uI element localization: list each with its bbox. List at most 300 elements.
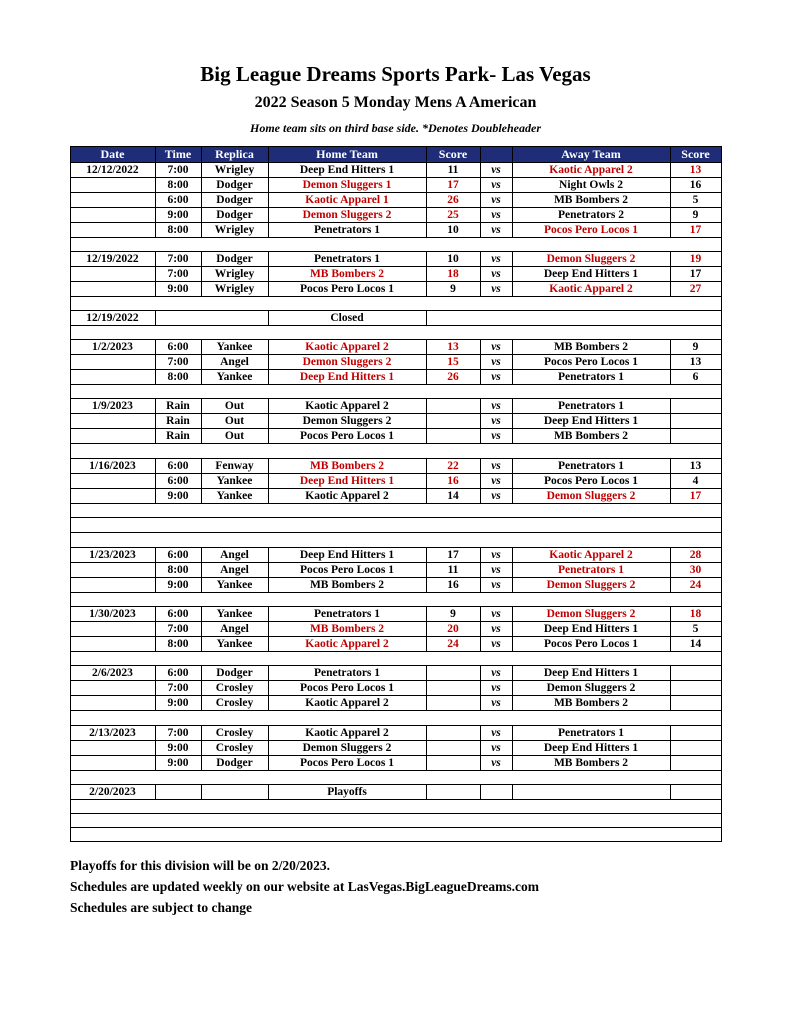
game-row (70, 178, 721, 193)
separator-band (70, 771, 721, 785)
separator-row (70, 828, 721, 842)
game-row (70, 696, 721, 711)
time-cell: 9:00 (155, 578, 201, 593)
date-cell (70, 622, 155, 637)
home-team-cell: Penetrators 1 (268, 607, 426, 622)
separator-band (70, 238, 721, 252)
vs-label: vs (480, 548, 512, 563)
away-score-cell: 5 (670, 193, 721, 208)
date-cell: 1/30/2023 (70, 607, 155, 622)
game-row (70, 681, 721, 696)
game-row (70, 637, 721, 652)
away-score-cell: 6 (670, 370, 721, 385)
game-row (70, 355, 721, 370)
home-team-cell: Deep End Hitters 1 (268, 163, 426, 178)
home-score-cell: 17 (426, 548, 480, 563)
away-team-cell: Demon Sluggers 2 (512, 252, 670, 267)
column-header: Home Team (268, 147, 426, 163)
vs-label: vs (480, 756, 512, 771)
time-cell: 7:00 (155, 163, 201, 178)
vs-label: vs (480, 193, 512, 208)
separator-band (70, 800, 721, 814)
date-cell (70, 208, 155, 223)
vs-label: vs (480, 340, 512, 355)
game-row (70, 163, 721, 178)
away-team-cell: Deep End Hitters 1 (512, 414, 670, 429)
separator-band (70, 652, 721, 666)
home-score-cell: 16 (426, 578, 480, 593)
away-score-cell: 19 (670, 252, 721, 267)
away-score-cell (670, 429, 721, 444)
game-row (70, 340, 721, 355)
home-team-cell: Pocos Pero Locos 1 (268, 282, 426, 297)
time-cell (155, 785, 201, 800)
game-row (70, 726, 721, 741)
away-team-cell: Demon Sluggers 2 (512, 681, 670, 696)
game-row (70, 756, 721, 771)
game-row (70, 252, 721, 267)
home-team-cell: Kaotic Apparel 2 (268, 340, 426, 355)
home-score-cell: 25 (426, 208, 480, 223)
home-team-cell: Deep End Hitters 1 (268, 548, 426, 563)
home-score-cell: 20 (426, 622, 480, 637)
time-cell: 9:00 (155, 489, 201, 504)
away-score-cell: 24 (670, 578, 721, 593)
home-score-cell: 24 (426, 637, 480, 652)
replica-cell: Wrigley (201, 223, 268, 238)
banner-text: 1/16 - All fees are due by the end of the night or games will be recorded as a forfeit (70, 444, 721, 459)
away-team-cell: Kaotic Apparel 2 (512, 163, 670, 178)
replica-cell: Yankee (201, 474, 268, 489)
game-row (70, 489, 721, 504)
away-team-cell: Pocos Pero Locos 1 (512, 355, 670, 370)
date-cell: 2/20/2023 (70, 785, 155, 800)
schedule-header-row (70, 147, 721, 163)
home-team-cell: Pocos Pero Locos 1 (268, 756, 426, 771)
vs-label: vs (480, 414, 512, 429)
time-cell: Rain (155, 414, 201, 429)
game-row (70, 607, 721, 622)
game-row (70, 193, 721, 208)
away-score-cell: 27 (670, 282, 721, 297)
time-cell: 6:00 (155, 666, 201, 681)
vs-label: vs (480, 696, 512, 711)
vs-label: vs (480, 563, 512, 578)
time-cell: 9:00 (155, 741, 201, 756)
away-team-cell: Penetrators 1 (512, 459, 670, 474)
replica-cell: Dodger (201, 178, 268, 193)
replica-cell: Crosley (201, 681, 268, 696)
vs-label: vs (480, 355, 512, 370)
home-team-cell: Kaotic Apparel 2 (268, 489, 426, 504)
home-team-cell: Kaotic Apparel 2 (268, 726, 426, 741)
replica-cell: Angel (201, 355, 268, 370)
away-team-cell: Deep End Hitters 1 (512, 666, 670, 681)
away-score-cell: 17 (670, 489, 721, 504)
home-score-cell (426, 666, 480, 681)
date-cell: 2/13/2023 (70, 726, 155, 741)
vs-label: vs (480, 489, 512, 504)
home-team-cell: Deep End Hitters 1 (268, 474, 426, 489)
game-row (70, 666, 721, 681)
away-team-cell: Penetrators 1 (512, 563, 670, 578)
home-score-cell: 14 (426, 489, 480, 504)
date-cell (70, 193, 155, 208)
vs-label: vs (480, 178, 512, 193)
home-team-cell: Kaotic Apparel 2 (268, 696, 426, 711)
home-team-cell: Penetrators 1 (268, 223, 426, 238)
date-cell: 12/12/2022 (70, 163, 155, 178)
away-score-cell: 13 (670, 355, 721, 370)
vs-cell (480, 785, 512, 800)
away-score-cell: 14 (670, 637, 721, 652)
home-score-cell: 18 (426, 267, 480, 282)
vs-label: vs (480, 163, 512, 178)
home-score-cell (426, 756, 480, 771)
away-score-cell: 4 (670, 474, 721, 489)
date-cell (70, 578, 155, 593)
home-team-cell: MB Bombers 2 (268, 622, 426, 637)
home-team-cell: Kaotic Apparel 1 (268, 193, 426, 208)
replica-cell: Dodger (201, 208, 268, 223)
date-cell (70, 474, 155, 489)
notice-text: 1/23 -Rosters are frozen after tonight, only players with their names on the signed roster are eligible for playoffs. (70, 518, 721, 533)
time-cell: 9:00 (155, 756, 201, 771)
date-cell (70, 696, 155, 711)
replica-cell: Dodger (201, 193, 268, 208)
away-team-cell: Deep End Hitters 1 (512, 622, 670, 637)
away-team-cell: Penetrators 1 (512, 399, 670, 414)
date-cell (70, 429, 155, 444)
date-cell (70, 223, 155, 238)
separator-band (70, 385, 721, 399)
time-cell: 7:00 (155, 355, 201, 370)
date-cell (70, 178, 155, 193)
separator-band (70, 593, 721, 607)
schedule-table-body (70, 163, 721, 842)
away-team-cell: Night Owls 2 (512, 178, 670, 193)
page-subtitle: 2022 Season 5 Monday Mens A American (254, 94, 537, 111)
home-score-cell (426, 429, 480, 444)
vs-label: vs (480, 607, 512, 622)
home-team-cell: MB Bombers 2 (268, 578, 426, 593)
home-score-cell (426, 414, 480, 429)
away-team-cell: Kaotic Apparel 2 (512, 282, 670, 297)
away-team-cell: MB Bombers 2 (512, 429, 670, 444)
vs-label: vs (480, 208, 512, 223)
game-row (70, 622, 721, 637)
replica-cell: Yankee (201, 637, 268, 652)
replica-cell: Fenway (201, 459, 268, 474)
spacer-row (70, 814, 721, 828)
away-team-cell: Penetrators 2 (512, 208, 670, 223)
date-cell (70, 563, 155, 578)
away-team-cell: Pocos Pero Locos 1 (512, 223, 670, 238)
separator-row (70, 238, 721, 252)
replica-cell: Dodger (201, 666, 268, 681)
vs-label: vs (480, 666, 512, 681)
replica-cell: Out (201, 399, 268, 414)
game-row (70, 414, 721, 429)
date-cell (70, 681, 155, 696)
vs-label: vs (480, 459, 512, 474)
away-team-cell: MB Bombers 2 (512, 696, 670, 711)
home-score-cell (426, 741, 480, 756)
separator-band (70, 828, 721, 842)
away-score-cell: 13 (670, 459, 721, 474)
column-header: Away Team (512, 147, 670, 163)
playoffs-label: Playoffs (268, 785, 426, 800)
home-team-cell: Demon Sluggers 1 (268, 178, 426, 193)
time-cell: 8:00 (155, 637, 201, 652)
replica-cell: Dodger (201, 252, 268, 267)
home-team-cell: Penetrators 1 (268, 666, 426, 681)
separator-band (70, 504, 721, 518)
home-score-cell: 10 (426, 223, 480, 238)
banner-row (70, 711, 721, 726)
separator-row (70, 593, 721, 607)
replica-cell: Wrigley (201, 282, 268, 297)
away-score-cell: 16 (670, 178, 721, 193)
page-note: Home team sits on third base side. *Denotes Doubleheader (250, 121, 541, 135)
time-cell: 9:00 (155, 208, 201, 223)
time-cell: 6:00 (155, 474, 201, 489)
home-score-cell: 22 (426, 459, 480, 474)
replica-cell: Crosley (201, 741, 268, 756)
away-score-cell: 28 (670, 548, 721, 563)
time-cell: 7:00 (155, 267, 201, 282)
away-score-cell: 5 (670, 622, 721, 637)
replica-cell: Angel (201, 548, 268, 563)
separator-row (70, 800, 721, 814)
replica-cell: Yankee (201, 340, 268, 355)
home-team-cell: Pocos Pero Locos 1 (268, 429, 426, 444)
separator-row (70, 652, 721, 666)
away-team-cell: Demon Sluggers 2 (512, 607, 670, 622)
replica-cell (201, 785, 268, 800)
date-cell (70, 414, 155, 429)
home-score-cell (426, 785, 480, 800)
replica-cell: Wrigley (201, 163, 268, 178)
spacer-band (70, 814, 721, 828)
home-score-cell (426, 681, 480, 696)
time-cell: 7:00 (155, 726, 201, 741)
vs-label: vs (480, 370, 512, 385)
away-score-cell: 9 (670, 208, 721, 223)
away-team-cell: Pocos Pero Locos 1 (512, 474, 670, 489)
game-row (70, 223, 721, 238)
banner-row (70, 444, 721, 459)
vs-label: vs (480, 282, 512, 297)
home-score-cell: 10 (426, 252, 480, 267)
away-score-cell: 17 (670, 223, 721, 238)
away-team-cell: Deep End Hitters 1 (512, 741, 670, 756)
away-score-cell: 18 (670, 607, 721, 622)
replica-cell: Yankee (201, 489, 268, 504)
replica-cell: Wrigley (201, 267, 268, 282)
game-row (70, 267, 721, 282)
vs-label: vs (480, 267, 512, 282)
replica-cell: Out (201, 414, 268, 429)
away-score-cell: 9 (670, 340, 721, 355)
page-title: Big League Dreams Sports Park- Las Vegas (200, 62, 591, 86)
date-cell: 1/9/2023 (70, 399, 155, 414)
closed-label: Closed (268, 311, 426, 326)
home-score-cell: 26 (426, 193, 480, 208)
separator-row (70, 504, 721, 518)
replica-cell: Out (201, 429, 268, 444)
closed-row (70, 311, 721, 326)
home-score-cell (426, 399, 480, 414)
home-score-cell (426, 726, 480, 741)
time-cell: 7:00 (155, 681, 201, 696)
home-team-cell: Demon Sluggers 2 (268, 414, 426, 429)
date-cell (70, 355, 155, 370)
time-cell: 6:00 (155, 607, 201, 622)
column-header: Score (426, 147, 480, 163)
home-team-cell: Penetrators 1 (268, 252, 426, 267)
vs-label: vs (480, 637, 512, 652)
game-row (70, 578, 721, 593)
replica-cell: Angel (201, 622, 268, 637)
game-row (70, 548, 721, 563)
replica-cell: Dodger (201, 756, 268, 771)
home-team-cell: Kaotic Apparel 2 (268, 399, 426, 414)
game-row (70, 282, 721, 297)
date-cell: 12/19/2022 (70, 311, 155, 326)
replica-cell: Yankee (201, 607, 268, 622)
date-cell (70, 756, 155, 771)
home-score-cell: 26 (426, 370, 480, 385)
date-cell: 1/2/2023 (70, 340, 155, 355)
home-score-cell: 9 (426, 607, 480, 622)
away-score-cell (670, 756, 721, 771)
time-cell: 6:00 (155, 459, 201, 474)
away-score-cell (670, 414, 721, 429)
away-team-cell: Demon Sluggers 2 (512, 578, 670, 593)
time-cell: Rain (155, 399, 201, 414)
game-row (70, 208, 721, 223)
away-score-cell: 13 (670, 163, 721, 178)
vs-label: vs (480, 252, 512, 267)
time-cell: 6:00 (155, 193, 201, 208)
date-cell (70, 489, 155, 504)
away-team-cell: Penetrators 1 (512, 726, 670, 741)
home-team-cell: MB Bombers 2 (268, 267, 426, 282)
date-cell (70, 267, 155, 282)
home-team-cell: Demon Sluggers 2 (268, 208, 426, 223)
footer-line: Playoffs for this division will be on 2/20/2023. (70, 858, 331, 873)
time-cell: 8:00 (155, 178, 201, 193)
away-team-cell: MB Bombers 2 (512, 756, 670, 771)
column-header: Time (155, 147, 201, 163)
home-score-cell: 11 (426, 163, 480, 178)
footer-line: Schedules are subject to change (70, 900, 252, 915)
game-row (70, 474, 721, 489)
closed-band (155, 311, 268, 326)
game-row (70, 399, 721, 414)
column-header: Date (70, 147, 155, 163)
time-cell: 8:00 (155, 563, 201, 578)
vs-label: vs (480, 399, 512, 414)
game-row (70, 563, 721, 578)
column-header: Replica (201, 147, 268, 163)
vs-label: vs (480, 741, 512, 756)
notice-row (70, 533, 721, 548)
home-team-cell: Pocos Pero Locos 1 (268, 681, 426, 696)
away-score-cell (670, 726, 721, 741)
date-cell (70, 637, 155, 652)
away-team-cell: Kaotic Apparel 2 (512, 548, 670, 563)
time-cell: 6:00 (155, 340, 201, 355)
notice-row (70, 518, 721, 533)
replica-cell: Yankee (201, 370, 268, 385)
home-team-cell: Kaotic Apparel 2 (268, 637, 426, 652)
date-cell: 2/6/2023 (70, 666, 155, 681)
date-cell: 1/16/2023 (70, 459, 155, 474)
home-team-cell: Pocos Pero Locos 1 (268, 563, 426, 578)
home-score-cell: 11 (426, 563, 480, 578)
game-row (70, 741, 721, 756)
home-score-cell: 9 (426, 282, 480, 297)
away-score-cell (670, 399, 721, 414)
home-team-cell: Deep End Hitters 1 (268, 370, 426, 385)
away-score-cell: 30 (670, 563, 721, 578)
playoffs-row (70, 785, 721, 800)
vs-label: vs (480, 726, 512, 741)
home-score-cell (426, 696, 480, 711)
home-score-cell: 17 (426, 178, 480, 193)
away-score-cell (670, 681, 721, 696)
game-row (70, 459, 721, 474)
home-team-cell: Demon Sluggers 2 (268, 355, 426, 370)
away-score-cell: 17 (670, 267, 721, 282)
date-cell (70, 370, 155, 385)
replica-cell: Crosley (201, 726, 268, 741)
away-team-cell: Demon Sluggers 2 (512, 489, 670, 504)
date-cell (70, 282, 155, 297)
closed-band (426, 311, 721, 326)
away-score-cell (670, 785, 721, 800)
away-team-cell: MB Bombers 2 (512, 340, 670, 355)
time-cell: 6:00 (155, 548, 201, 563)
away-team-cell: Pocos Pero Locos 1 (512, 637, 670, 652)
time-cell: 7:00 (155, 252, 201, 267)
time-cell: Rain (155, 429, 201, 444)
time-cell: 9:00 (155, 696, 201, 711)
replica-cell: Angel (201, 563, 268, 578)
separator-row (70, 771, 721, 785)
banner-text: 2/13 - games tonight were from 1/9 (70, 711, 721, 726)
vs-label: vs (480, 622, 512, 637)
away-score-cell (670, 696, 721, 711)
home-score-cell: 15 (426, 355, 480, 370)
away-team-cell (512, 785, 670, 800)
separator-row (70, 326, 721, 340)
separator-row (70, 385, 721, 399)
vs-label: vs (480, 578, 512, 593)
notice-text: Please check carefully as changes will not be made for omissions. (70, 533, 721, 548)
time-cell: 8:00 (155, 223, 201, 238)
time-cell: 9:00 (155, 282, 201, 297)
replica-cell: Crosley (201, 696, 268, 711)
schedule-table (70, 146, 722, 842)
replica-cell: Yankee (201, 578, 268, 593)
vs-label: vs (480, 223, 512, 238)
home-team-cell: MB Bombers 2 (268, 459, 426, 474)
separator-row (70, 297, 721, 311)
home-team-cell: Demon Sluggers 2 (268, 741, 426, 756)
